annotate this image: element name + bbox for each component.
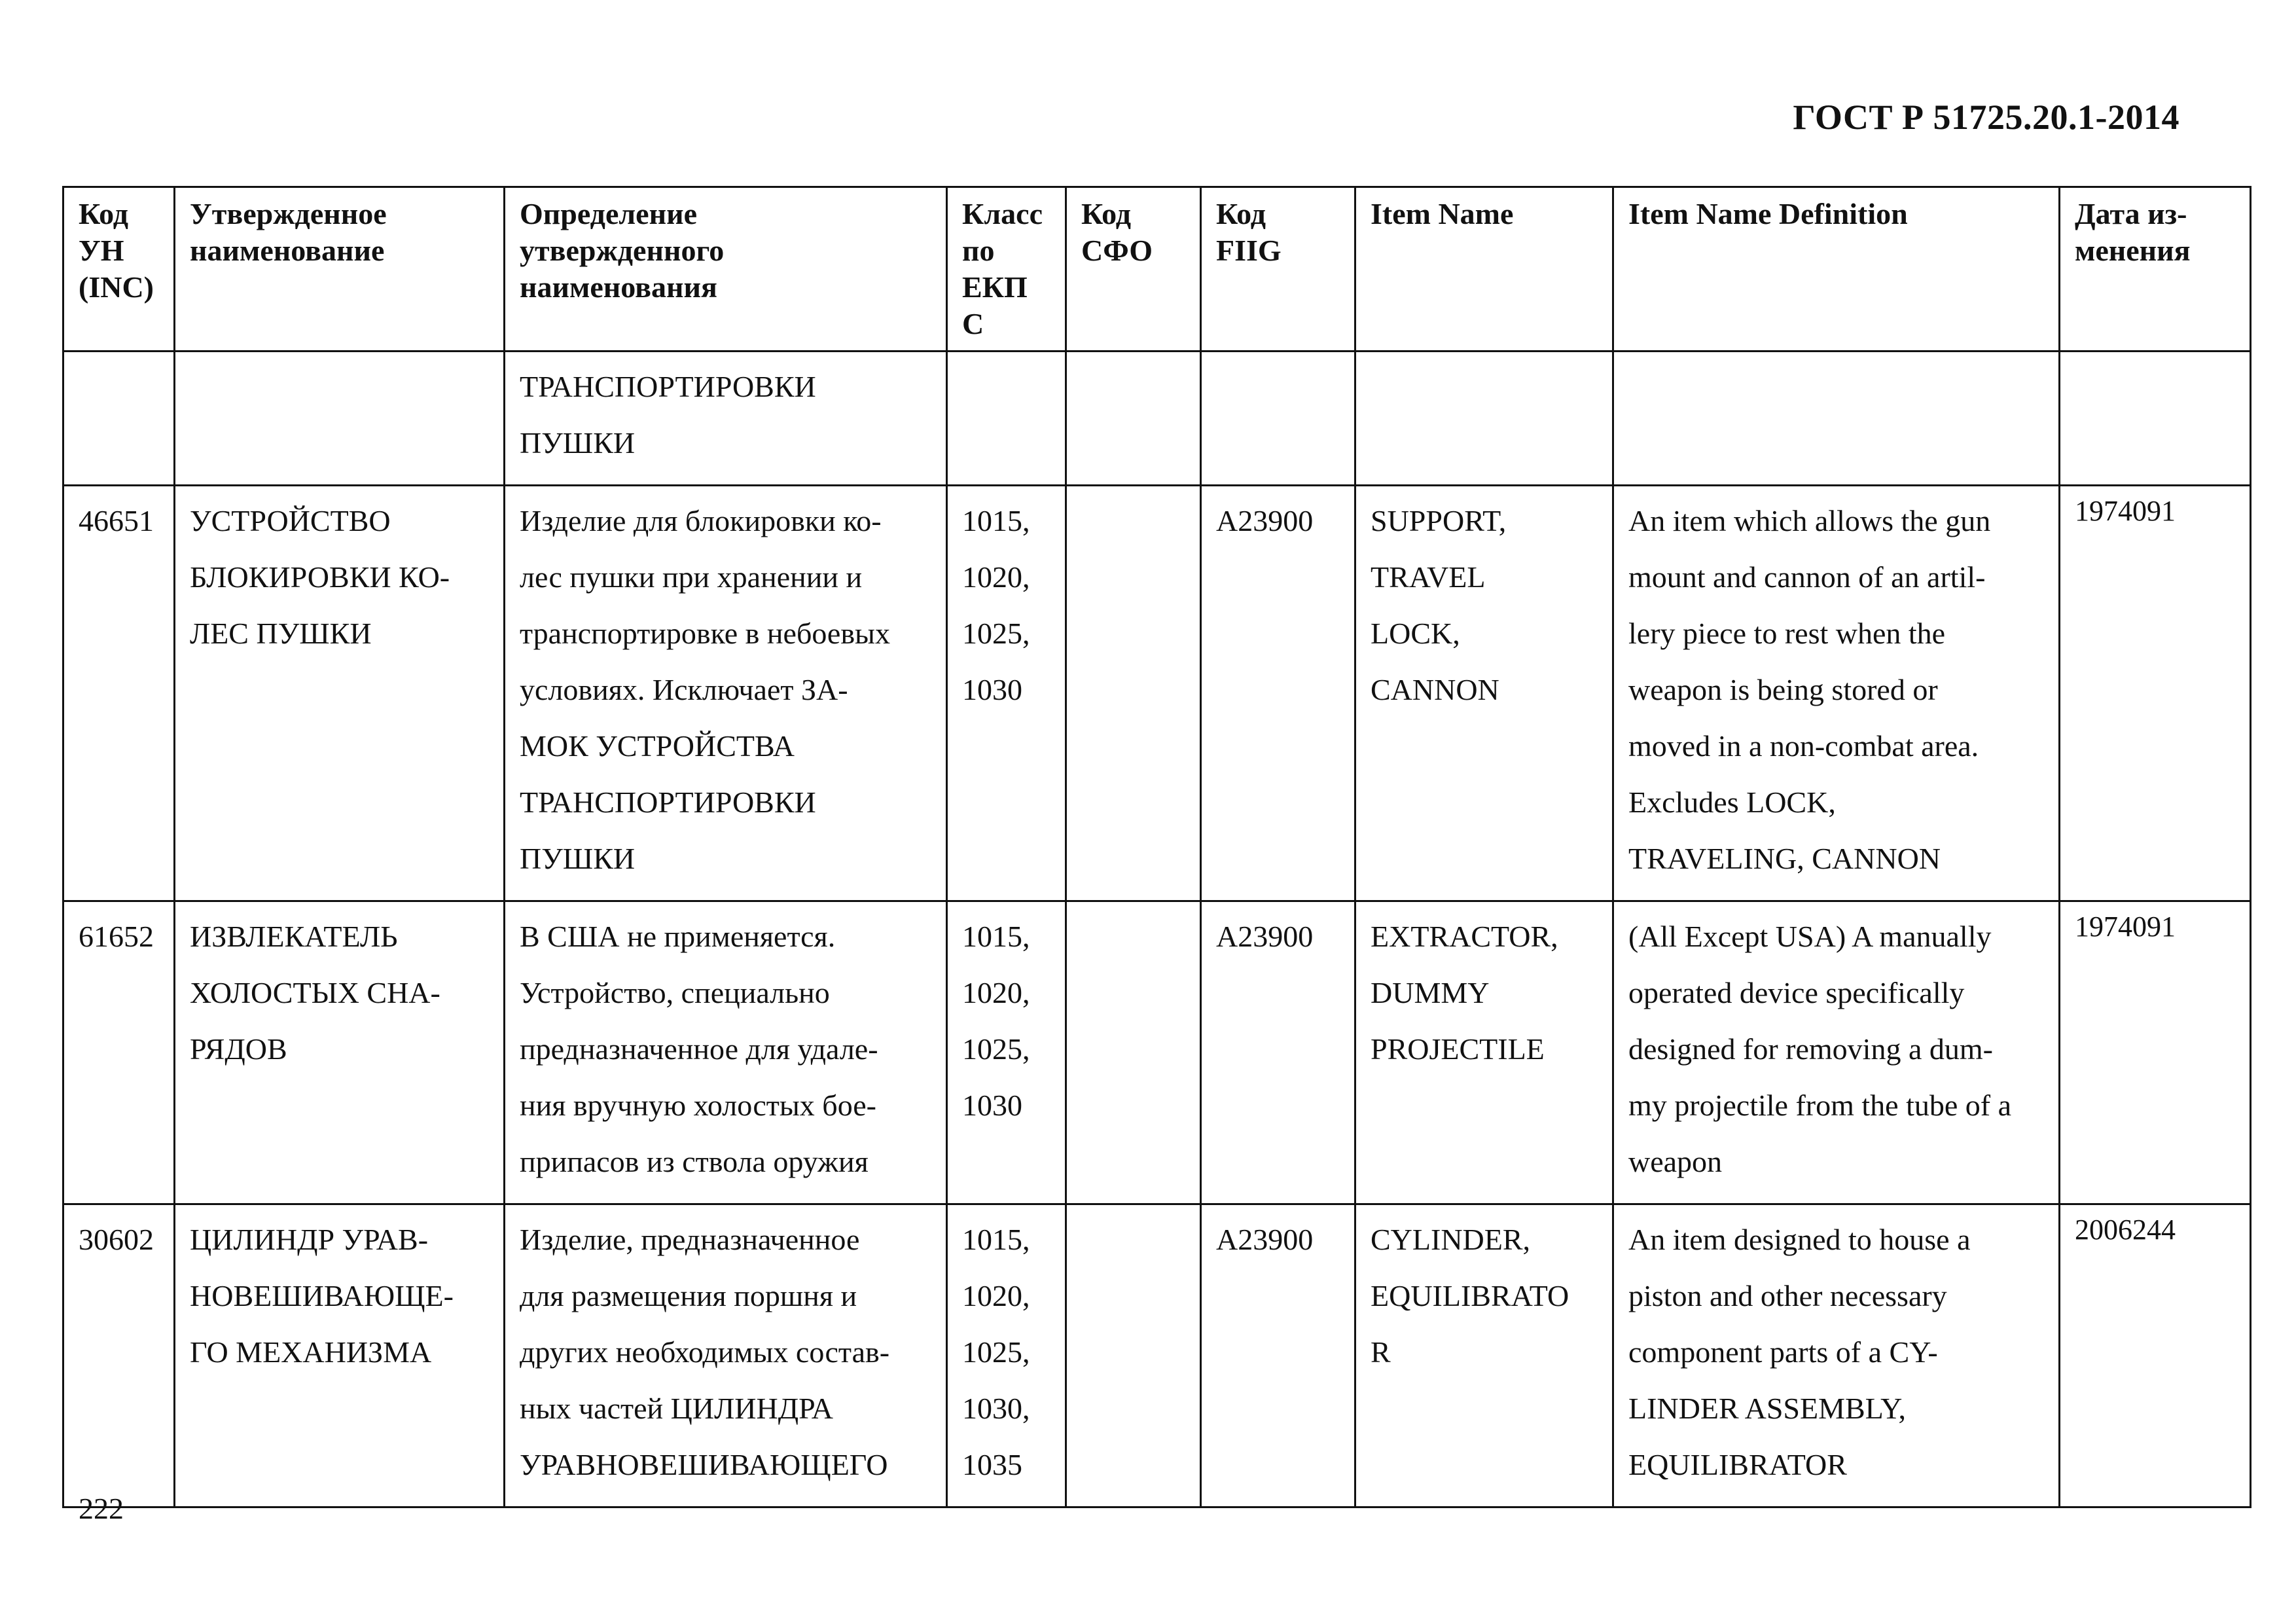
cell-line: 46651 (79, 504, 154, 537)
item-definition-cell (1613, 486, 2060, 901)
cell-line: предназначенное для удале- (520, 1032, 878, 1066)
cell-line: транспортировке в небоевых (520, 617, 890, 650)
inc-code-cell (63, 486, 175, 901)
cell-line: DUMMY (1371, 976, 1490, 1009)
cell-line: component parts of a CY- (1628, 1335, 1938, 1369)
cell-line: РЯДОВ (190, 1032, 287, 1066)
cell-line: ИЗВЛЕКАТЕЛЬ (190, 920, 398, 953)
table-header-row (63, 187, 2251, 352)
cell-line: ГО МЕХАНИЗМА (190, 1335, 432, 1369)
cell-line: TRAVEL (1371, 560, 1486, 594)
definition-cell (505, 486, 947, 901)
header-line: УН (79, 234, 124, 267)
cell-line: ния вручную холостых бое- (520, 1089, 876, 1122)
cell-line: 1030 (962, 673, 1022, 706)
cell-line: припасов из ствола оружия (520, 1145, 869, 1178)
fiig-code-cell (1201, 1204, 1355, 1507)
header-line: FIIG (1216, 234, 1282, 267)
item-name-cell (1355, 352, 1613, 486)
header-item-name (1355, 187, 1613, 352)
cell-line: других необходимых состав- (520, 1335, 890, 1369)
cell-line: A23900 (1216, 920, 1314, 953)
cell-line: 1974091 (2075, 495, 2176, 527)
cell-line: Устройство, специально (520, 976, 830, 1009)
header-line: С (962, 307, 984, 340)
header-line: Item Name Definition (1628, 197, 1908, 230)
change-date-cell (2060, 901, 2251, 1204)
change-date-cell (2060, 1204, 2251, 1507)
approved-name-cell (175, 486, 505, 901)
cell-line: 1015, (962, 920, 1030, 953)
fiig-code-cell (1201, 901, 1355, 1204)
cell-line: 30602 (79, 1223, 154, 1256)
sfo-code-cell (1066, 901, 1201, 1204)
item-name-table (62, 186, 2251, 1508)
sfo-code-cell (1066, 486, 1201, 901)
cell-line: МОК УСТРОЙСТВА (520, 729, 795, 763)
inc-code-cell (63, 1204, 175, 1507)
table-row (63, 352, 2251, 486)
definition-cell (505, 901, 947, 1204)
cell-line: ЦИЛИНДР УРАВ- (190, 1223, 429, 1256)
header-line: наименование (190, 234, 385, 267)
header-line: Утвержденное (190, 197, 387, 230)
cell-line: УРАВНОВЕШИВАЮЩЕГО (520, 1448, 888, 1481)
item-definition-cell (1613, 901, 2060, 1204)
sfo-code-cell (1066, 1204, 1201, 1507)
change-date-cell (2060, 352, 2251, 486)
header-line: утвержденного (520, 234, 725, 267)
cell-line: Изделие для блокировки ко- (520, 504, 882, 537)
cell-line: An item designed to house a (1628, 1223, 1971, 1256)
page-number: 222 (79, 1492, 124, 1525)
cell-line: EXTRACTOR, (1371, 920, 1558, 953)
class-cell (947, 901, 1066, 1204)
header-class (947, 187, 1066, 352)
header-change-date (2060, 187, 2251, 352)
header-approved-name (175, 187, 505, 352)
approved-name-cell (175, 901, 505, 1204)
cell-line: 2006244 (2075, 1214, 2176, 1246)
item-name-cell (1355, 1204, 1613, 1507)
header-line: Item Name (1371, 197, 1514, 230)
sfo-code-cell (1066, 352, 1201, 486)
cell-line: EQUILIBRATOR (1628, 1448, 1847, 1481)
header-line: по (962, 234, 995, 267)
cell-line: УСТРОЙСТВО (190, 504, 391, 537)
header-fiig-code (1201, 187, 1355, 352)
cell-line: TRAVELING, CANNON (1628, 842, 1941, 875)
cell-line: В США не применяется. (520, 920, 836, 953)
cell-line: PROJECTILE (1371, 1032, 1545, 1066)
cell-line: lery piece to rest when the (1628, 617, 1946, 650)
header-line: Код (79, 197, 129, 230)
cell-line: условиях. Исключает ЗА- (520, 673, 848, 706)
cell-line: 1015, (962, 504, 1030, 537)
cell-line: 1020, (962, 976, 1030, 1009)
header-line: ЕКП (962, 270, 1028, 304)
inc-code-cell (63, 901, 175, 1204)
cell-line: ТРАНСПОРТИРОВКИ (520, 370, 816, 403)
cell-line: ТРАНСПОРТИРОВКИ (520, 785, 816, 819)
header-line: Код (1216, 197, 1266, 230)
cell-line: my projectile from the tube of a (1628, 1089, 2012, 1122)
header-line: Дата из- (2075, 197, 2187, 230)
cell-line: LINDER ASSEMBLY, (1628, 1392, 1906, 1425)
cell-line: ЛЕС ПУШКИ (190, 617, 372, 650)
cell-line: 1974091 (2075, 911, 2176, 943)
cell-line: A23900 (1216, 1223, 1314, 1256)
header-line: СФО (1081, 234, 1153, 267)
cell-line: 1030 (962, 1089, 1022, 1122)
cell-line: EQUILIBRATO (1371, 1279, 1570, 1312)
table-row (63, 901, 2251, 1204)
header-line: Определение (520, 197, 698, 230)
header-line: менения (2075, 234, 2191, 267)
cell-line: designed for removing a dum- (1628, 1032, 1993, 1066)
cell-line: ХОЛОСТЫХ СНА- (190, 976, 440, 1009)
definition-cell (505, 352, 947, 486)
cell-line: A23900 (1216, 504, 1314, 537)
header-name-definition (505, 187, 947, 352)
approved-name-cell (175, 352, 505, 486)
item-definition-cell (1613, 352, 2060, 486)
header-sfo-code (1066, 187, 1201, 352)
cell-line: piston and other necessary (1628, 1279, 1947, 1312)
table-row (63, 1204, 2251, 1507)
cell-line: CYLINDER, (1371, 1223, 1531, 1256)
definition-cell (505, 1204, 947, 1507)
table-body (63, 352, 2251, 1507)
cell-line: ных частей ЦИЛИНДРА (520, 1392, 834, 1425)
table-row (63, 486, 2251, 901)
class-cell (947, 1204, 1066, 1507)
cell-line: 1025, (962, 617, 1030, 650)
cell-line: An item which allows the gun (1628, 504, 1991, 537)
change-date-cell (2060, 486, 2251, 901)
cell-line: ПУШКИ (520, 426, 636, 460)
inc-code-cell (63, 352, 175, 486)
cell-line: 61652 (79, 920, 154, 953)
cell-line: 1020, (962, 1279, 1030, 1312)
cell-line: CANNON (1371, 673, 1499, 706)
cell-line: weapon (1628, 1145, 1723, 1178)
cell-line: LOCK, (1371, 617, 1460, 650)
class-cell (947, 486, 1066, 901)
approved-name-cell (175, 1204, 505, 1507)
cell-line: НОВЕШИВАЮЩЕ- (190, 1279, 454, 1312)
class-cell (947, 352, 1066, 486)
fiig-code-cell (1201, 486, 1355, 901)
cell-line: mount and cannon of an artil- (1628, 560, 1986, 594)
header-line: Код (1081, 197, 1132, 230)
item-name-cell (1355, 901, 1613, 1204)
cell-line: ПУШКИ (520, 842, 636, 875)
item-definition-cell (1613, 1204, 2060, 1507)
cell-line: 1025, (962, 1335, 1030, 1369)
document-title: ГОСТ Р 51725.20.1-2014 (1793, 98, 2179, 137)
cell-line: Изделие, предназначенное (520, 1223, 860, 1256)
cell-line: 1015, (962, 1223, 1030, 1256)
header-item-name-definition (1613, 187, 2060, 352)
cell-line: Excludes LOCK, (1628, 785, 1836, 819)
cell-line: operated device specifically (1628, 976, 1965, 1009)
cell-line: 1020, (962, 560, 1030, 594)
item-name-cell (1355, 486, 1613, 901)
cell-line: moved in a non-combat area. (1628, 729, 1979, 763)
fiig-code-cell (1201, 352, 1355, 486)
header-line: (INC) (79, 270, 154, 304)
cell-line: 1025, (962, 1032, 1030, 1066)
cell-line: weapon is being stored or (1628, 673, 1938, 706)
header-line: Класс (962, 197, 1043, 230)
header-line: наименования (520, 270, 717, 304)
cell-line: R (1371, 1335, 1391, 1369)
cell-line: БЛОКИРОВКИ КО- (190, 560, 450, 594)
header-inc-code (63, 187, 175, 352)
cell-line: лес пушки при хранении и (520, 560, 863, 594)
cell-line: 1030, (962, 1392, 1030, 1425)
cell-line: SUPPORT, (1371, 504, 1507, 537)
cell-line: для размещения поршня и (520, 1279, 857, 1312)
cell-line: 1035 (962, 1448, 1022, 1481)
cell-line: (All Except USA) A manually (1628, 920, 1992, 953)
